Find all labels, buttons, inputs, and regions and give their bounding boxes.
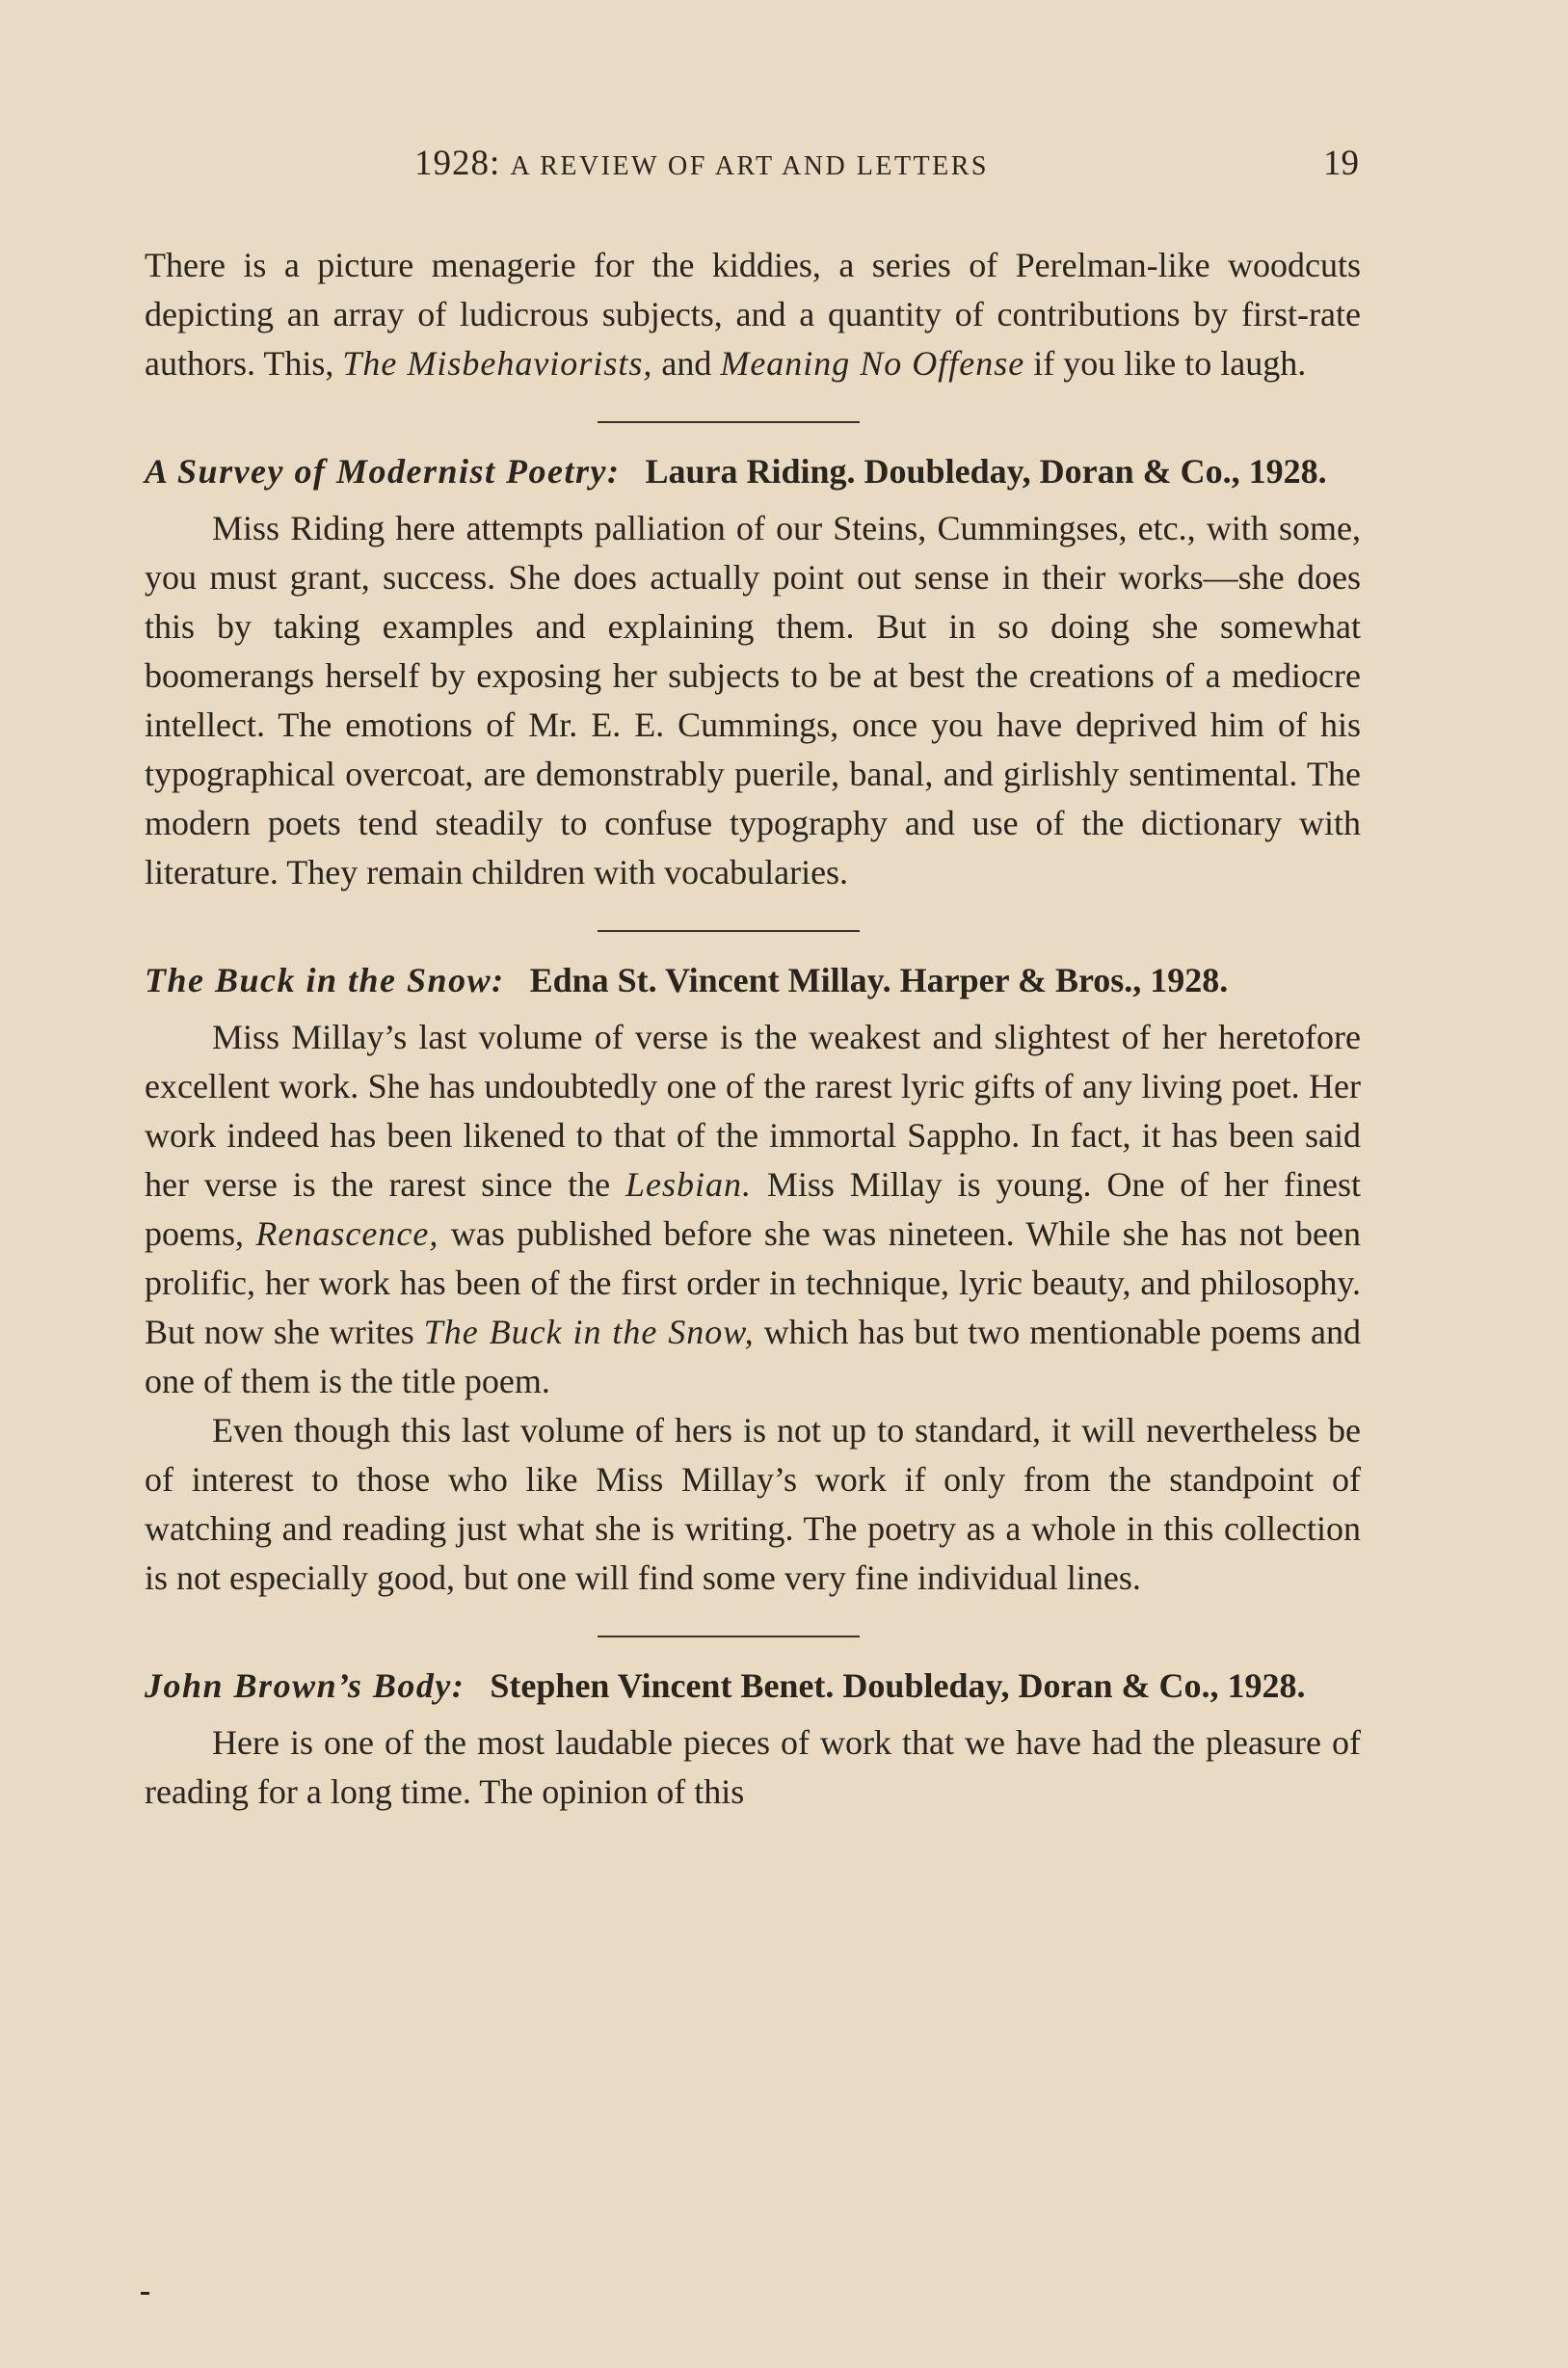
review-italic: The Buck in the Snow, [423,1313,755,1351]
review-entry [145,957,1361,1603]
print-mark [141,2292,149,2295]
running-head [145,143,1359,191]
review-entry [145,1663,1361,1817]
review-italic: Renascence, [255,1214,439,1253]
intro-text: There is a picture menagerie for the kiddies, a series of Perelman-like woodcuts depicting an array of ludicrous subjects, and a quantity of contributions by first-rate authors. This, [145,246,1361,383]
review-book-title: A Survey of Modernist Poetry: [145,452,621,491]
review-author-publisher: Edna St. Vincent Millay. Harper & Bros., 1928. [529,961,1229,999]
review-heading [145,1663,1361,1709]
page-content [145,241,1361,1817]
intro-paragraph [145,241,1361,388]
review-book-title: John Brown’s Body: [145,1666,465,1705]
running-head-year: 1928: [414,144,501,183]
review-heading [145,957,1361,1003]
section-divider [598,1636,860,1637]
intro-italic-title-2: Meaning No Offense [720,344,1025,383]
running-head-journal: A REVIEW OF ART AND LETTERS [510,151,989,181]
intro-text-mid: and [652,344,721,383]
review-paragraph [145,1013,1361,1406]
section-divider [598,930,860,932]
page-number: 19 [1323,144,1359,183]
review-text: was published before she was nineteen. While she has not been prolific, her work has been of the first order in technique, lyric beauty, and philosophy. But now she writes [145,1214,1361,1351]
review-paragraph: Miss Riding here attempts palliation of our Steins, Cummingses, etc., with some, you must grant, success. She does actually point out sense in their works—she does this by taking examples and explaining them. But in so doing she somewhat boomerangs herself by exposing her subjects to be at best the creations of a mediocre intellect. The emotions of Mr. E. E. Cummings, once you have deprived him of his typographical overcoat, are demonstrably puerile, banal, and girlishly sentimental. The modern poets tend steadily to confuse typography and use of the dictionary with literature. They remain children with vocabularies. [145,509,1361,891]
review-heading [145,448,1361,494]
running-head-title [414,143,989,184]
review-italic: Lesbian. [625,1165,752,1204]
review-text: Miss Millay is young. One of her finest poems, [145,1165,1361,1253]
review-book-title: The Buck in the Snow: [145,961,505,999]
review-entry [145,448,1361,897]
review-text: which has but two mentionable poems and one of them is the title poem. [145,1313,1361,1400]
review-paragraph: Here is one of the most laudable pieces of work that we have had the pleasure of reading for a long time. The opinion of this [145,1723,1361,1811]
review-text: Miss Millay’s last volume of verse is the weakest and slightest of her heretofore excellent work. She has undoubtedly one of the rarest lyric gifts of any living poet. Her work indeed has been likened to that of the immortal Sappho. In fact, it has been said her verse is the rarest since the [145,1018,1361,1204]
review-author-publisher: Laura Riding. Doubleday, Doran & Co., 1928. [645,452,1327,491]
review-paragraph: Even though this last volume of hers is not up to standard, it will nevertheless be of interest to those who like Miss Millay’s work if only from the standpoint of watching and reading just what she is writing. The poetry as a whole in this collection is not especially good, but one will find some very fine individual lines. [145,1411,1361,1597]
intro-italic-title: The Misbehaviorists, [342,344,653,383]
section-divider [598,421,860,423]
intro-text-end: if you like to laugh. [1024,344,1307,383]
review-author-publisher: Stephen Vincent Benet. Doubleday, Doran & Co., 1928. [490,1666,1306,1705]
